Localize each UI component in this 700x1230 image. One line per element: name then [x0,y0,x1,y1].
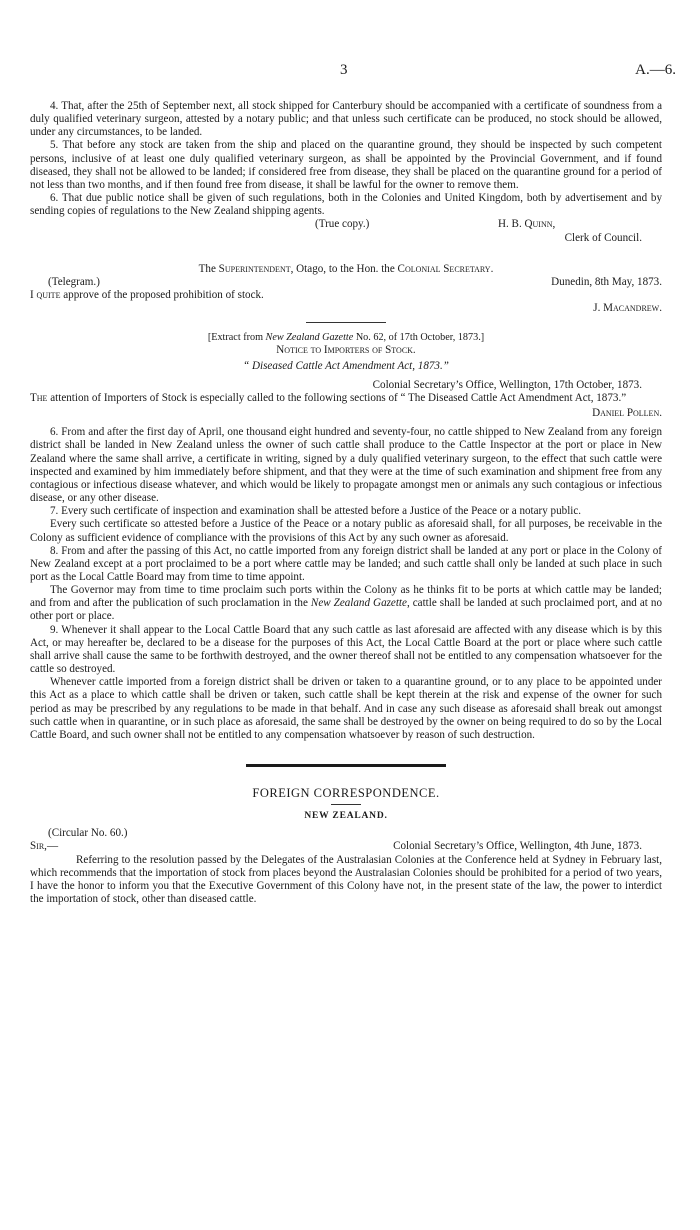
title-rule [331,804,361,805]
signer-quinn: H. B. Quinn, [498,218,556,231]
true-copy-line [30,218,662,231]
foreign-body: Referring to the resolution passed by the Delegates of the Australasian Colonies at the Conference held at Sydney in February last, which recommends that the importation of stock from places beyond the Australasian Colonies should be prohibited for a period of two years, I have the honor to inform you that the Executive Government of this Colony have not, in the present state of the law, the power to interdict the importation of stock, other than diseased cattle. [30,853,662,906]
extract-office-date: Colonial Secretary’s Office, Wellington, 17th October, 1873. [372,378,642,391]
telegram-line [30,276,662,289]
act-title: “ Diseased Cattle Act Amendment Act, 1873.” [243,359,449,372]
section-7: 7. Every such certificate of inspection and examination shall be attested before a Justice of the Peace or a notary public. [50,505,582,518]
telegram-body: I quite approve of the proposed prohibition of stock. [30,289,264,301]
section-7-continued: Every such certificate so attested before a Justice of the Peace or a notary public as aforesaid shall, for all purposes, be receivable in the Colony as sufficient evidence of compliance with the provisions of this Act by any such owner as aforesaid. [30,518,662,544]
foreign-office-date: Colonial Secretary’s Office, Wellington, 4th June, 1873. [393,840,642,853]
salutation-line [30,840,662,853]
extract-intro: The attention of Importers of Stock is especially called to the following sections of “ The Diseased Cattle Act Amendment Act, 1873.” [30,391,627,404]
section-9-continued: Whenever cattle imported from a foreign district shall be driven or taken to a quarantine ground, or to any place to be appointed under this Act as a place to which cattle shall be driven or taken, such cattle shall be kept therein at the risk and expense of the owner for such period as may be prescribed by any regulations to be made in that behalf. And in case any such disease as aforesaid shall break out amongst such cattle when in quarantine, or in such place as aforesaid, the same shall be destroyed by the owner on being required to do so by the Local Cattle Board, and such owner shall not be entitled to any compensation whatsoever by reason of such destruction. [30,676,662,741]
short-rule [306,322,386,323]
section-9: 9. Whenever it shall appear to the Local Cattle Board that any such cattle as last aforesaid are affected with any disease which is by this Act, or may hereafter be, declared to be a disease for the purposes of this Act, the Local Cattle Board at the port or place where such cattle shall arrive shall cause the same to be forthwith destroyed, and the owner thereof shall not be entitled to any compensation whatsoever for the cattle so destroyed. [30,623,662,676]
signer-pollen: Daniel Pollen. [592,407,662,420]
regulation-5: 5. That before any stock are taken from the ship and placed on the quarantine ground, they should be inspected by such competent persons, inclusive of at least one duly qualified veterinary surgeon, as shall be appointed by the Provincial Government, and if found diseased, they shall not be allowed to be landed; if considered free from disease, they shall be placed on the quarantine ground for a period of not less than two months, and if then found free from disease, it shall be lawful for the owner to remove them. [30,139,662,191]
telegram-heading: The Superintendent, Otago, to the Hon. the Colonial Secretary. [198,262,494,275]
signer-macandrew: J. Macandrew. [593,302,662,315]
section-8: 8. From and after the passing of this Act, no cattle imported from any foreign district shall be landed at any port or place in the Colony of New Zealand except at a port proclaimed to be a port where cattle may be landed; and such cattle shall only be landed at such place in such port as the Local Cattle Board may from time to time appoint. [30,544,662,583]
regulation-4: 4. That, after the 25th of September next, all stock shipped for Canterbury should be accompanied with a certificate of soundness from a duly qualified veterinary surgeon, attested by a notary public; and that unless such certificate can be produced, no stock should be allowed, under any circumstances, to be landed. [30,100,662,139]
salutation: Sir,— [30,840,59,853]
page-body [30,100,662,906]
signer-quinn-title: Clerk of Council. [564,231,642,244]
extract-heading: [Extract from New Zealand Gazette No. 62, of 17th October, 1873.] [207,332,485,344]
document-reference: A.—6. [635,62,676,78]
true-copy-label: (True copy.) [315,218,370,231]
page-number: 3 [340,62,348,78]
section-6: 6. From and after the first day of April, one thousand eight hundred and seventy-four, no cattle shipped to New Zealand from any foreign district shall be landed in New Zealand unless the owner of such cattle shall produce to the Cattle Inspector at the port or place in New Zealand where the same shall arrive, a certificate in writing, signed by a duly qualified veterinary surgeon, to the effect that such cattle were inspected and examined by him immediately before shipment, and that they were at the time of such examination and shipment free from any contagious or infectious disease whatever, and which would be likely to propagate amongst men or animals any such contagious or infectious disease, or any other disease. [30,426,662,505]
section-divider [246,764,446,767]
new-zealand-heading: NEW ZEALAND. [304,811,388,822]
telegram-label: (Telegram.) [48,275,100,288]
telegram-place-date: Dunedin, 8th May, 1873. [551,275,662,288]
regulation-6: 6. That due public notice shall be given of such regulations, both in the Colonies and United Kingdom, both by advertisement and by sending copies of regulations to the New Zealand shipping agents. [30,192,662,218]
foreign-correspondence-title: FOREIGN CORRESPONDENCE. [252,786,440,800]
notice-heading: Notice to Importers of Stock. [276,344,416,357]
circular-number: (Circular No. 60.) [48,827,128,840]
section-8-continued: The Governor may from time to time proclaim such ports within the Colony as he thinks fit to be ports at which cattle may be landed; and from and after the publication of such proclamation in the New Zealand Gazette, cattle shall be landed at such proclaimed port, and at no other port or place. [30,584,662,623]
